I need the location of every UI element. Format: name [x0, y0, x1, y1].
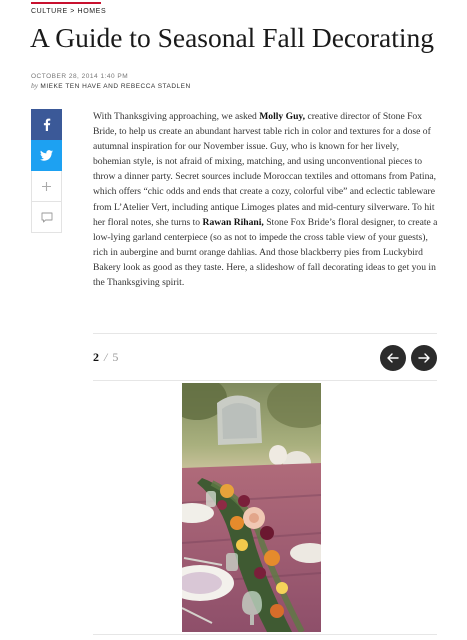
- breadcrumb-culture-link[interactable]: CULTURE: [31, 8, 68, 15]
- slide-counter: [93, 350, 118, 365]
- body-text-segment: creative director of Stone Fox Bride, to help us create an abundant harvest table rich in color and textures for a dose of autumnal inspiration for our November issue. Guy, who is known for her lively, bohemian style, is not afraid of mixing, matching, and using unconventional pieces to throw a dinner party. Secret sources include Moroccan textiles and ottomans from Patina, which offers “chic odds and ends that create a cozy, colorful vibe” and eclectic tableware from L’Atelier Vert, including antique Limoges plates and mid-century silverware. To hit her floral notes, she turns to: [93, 111, 437, 228]
- arrow-left-icon: [387, 353, 399, 363]
- comment-icon: [41, 212, 53, 223]
- slideshow-photo: [182, 383, 321, 632]
- article-title: A Guide to Seasonal Fall Decorating: [30, 22, 435, 53]
- slide-total: 5: [112, 350, 119, 364]
- section-accent-rule: [31, 2, 101, 4]
- article-meta: [31, 72, 191, 91]
- twitter-share-button[interactable]: [31, 140, 62, 171]
- harvest-table-image: [182, 383, 321, 632]
- share-bar: [31, 109, 62, 233]
- byline-prefix: by: [31, 81, 39, 90]
- previous-slide-button[interactable]: [380, 345, 406, 371]
- slide-current: 2: [93, 350, 99, 364]
- slideshow-photo-divider: [93, 380, 437, 381]
- body-text-segment: With Thanksgiving approaching, we asked: [93, 111, 260, 122]
- body-text-segment: Stone Fox Bride’s floral designer, to create a low-lying garland centerpiece (so as not to impede the cross table view of your guests), rich in aubergine and burnt orange dahlias. And those blackberry pies from Luckybird Bakery look as good as they taste. Here, a slideshow of fall decorating ideas to get you in the Thanksgiving spirit.: [93, 216, 438, 289]
- next-slide-button[interactable]: [411, 345, 437, 371]
- person-name-rawan-rihani: Rawan Rihani,: [202, 216, 264, 228]
- slide-separator: /: [104, 350, 108, 364]
- plus-icon: [41, 181, 52, 192]
- slideshow-top-divider: [93, 333, 437, 334]
- breadcrumb-separator: >: [70, 8, 75, 15]
- article-body: [93, 109, 439, 290]
- breadcrumb-homes-link[interactable]: HOMES: [77, 8, 107, 15]
- facebook-share-button[interactable]: [31, 109, 62, 140]
- person-name-molly-guy: Molly Guy,: [259, 111, 306, 122]
- byline-authors: MIEKE TEN HAVE AND REBECCA STADLEN: [40, 83, 191, 90]
- facebook-icon: [42, 118, 51, 131]
- slideshow-bottom-divider: [93, 634, 437, 635]
- arrow-right-icon: [418, 353, 430, 363]
- twitter-icon: [40, 150, 53, 161]
- breadcrumb: [31, 8, 106, 15]
- article-byline: [31, 81, 191, 91]
- comment-button[interactable]: [31, 202, 62, 233]
- more-share-button[interactable]: [31, 171, 62, 202]
- article-date: OCTOBER 28, 2014 1:40 PM: [31, 73, 129, 80]
